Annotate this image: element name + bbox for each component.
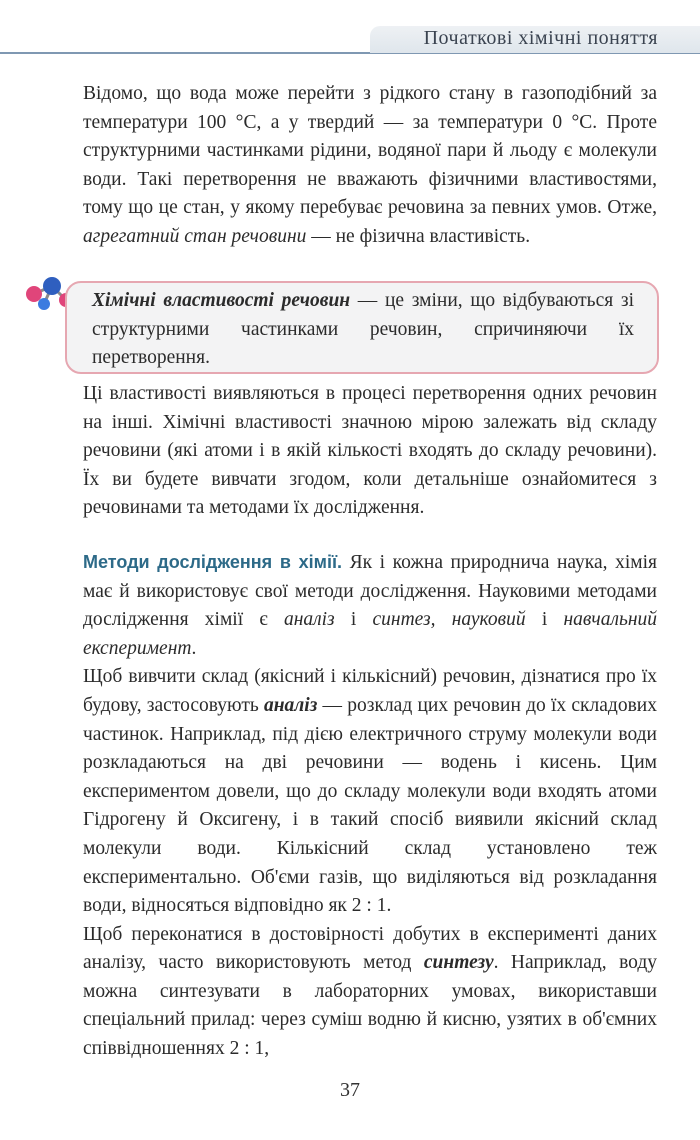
definition-box [65,281,659,374]
paragraph-analysis: Щоб вивчити склад (якісний і кількісний) речовин, дізнатися про їх будову, застосовують аналіз — розклад цих речовин до їх складових частинок. Наприклад, під дією електричного струму молекули води розкладаються на дві речовини — водень і кисень. Цим експериментом довели, що до складу молекули води входять атоми Гідрогену й Оксигену, і в такий спосіб виявили якісний склад молекули води. Кількісний склад установлено теж експериментально. Об'єми газів, що виділяються від розкладання води, відносяться відповідно як 2 : 1. [83,666,657,917]
definition-term: Хімічні властивості речовин [92,290,351,311]
chapter-title: Початкові хімічні поняття [423,27,658,49]
page-number: 37 [340,1079,360,1101]
content-main [83,380,657,1064]
paragraph-synthesis: Щоб переконатися в достовірності добутих в експерименті даних аналізу, часто використовують метод синтезу. Наприклад, воду можна синтезувати в лабораторних умовах, використавши спеціальний прилад: через суміш водню й кисню, узятих в об'ємних співвідношеннях 2 : 1, [83,923,657,1060]
content-top [83,80,657,252]
paragraph-properties: Ці властивості виявляються в процесі перетворення одних речовин на інші. Хімічні властивості значною мірою залежать від складу речовини (які атоми і в якій кількості входять до складу речовини). Їх ви будете вивчати згодом, коли детальніше ознайомитеся з речовинами та методами їх дослідження. [83,383,657,519]
section-heading: Методи дослідження в хімії. [83,551,343,572]
analysis-term: аналіз [263,694,318,716]
paragraph-methods: Методи дослідження в хімії. Як і кожна природнича наука, хімія має й використовує свої методи дослідження. Науковими методами дослідження хімії є аналіз і синтез, науковий і навчальний експеримент. [83,551,657,659]
synthesis-term: синтезу [423,952,494,974]
aggregate-state-term: агрегатний стан речовини [83,225,307,247]
definition-text: Хімічні властивості речовин — це зміни, що відбуваються зі структурними частинками речовин, спричиняючи їх перетворення. [92,290,634,369]
paragraph-states: Відомо, що вода може перейти з рідкого стану в газоподібний за температури 100 °С, а у твердий — за температури 0 °С. Проте структурними частинками рідини, водяної пари й льоду є молекули води. Такі перетворення не вважають фізичними властивостями, тому що це стан, у якому перебуває речовина за певних умов. Отже, агрегатний стан речовини — не фізична властивість. [83,83,657,247]
